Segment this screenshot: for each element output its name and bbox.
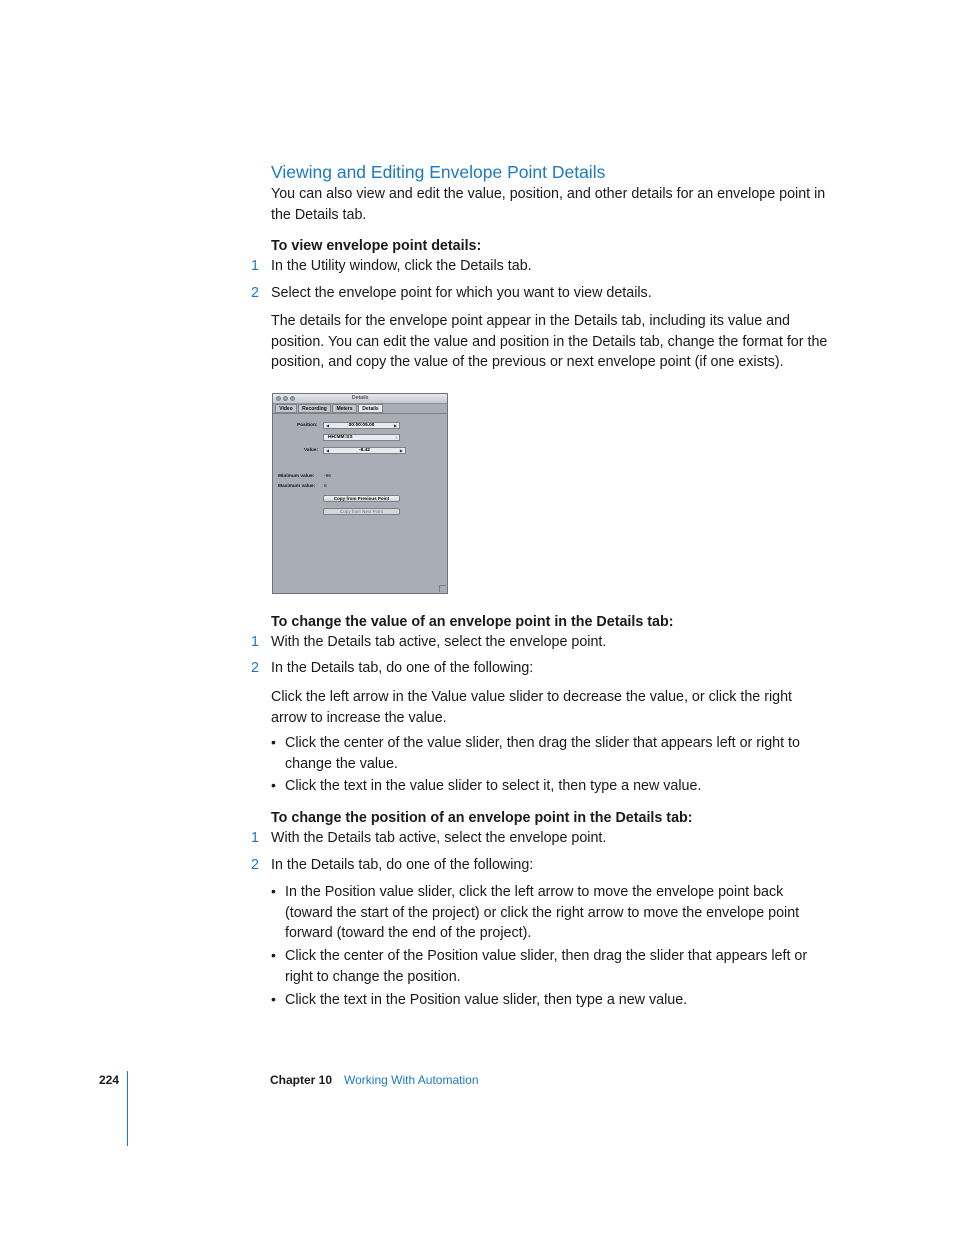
- bullet-icon: •: [271, 883, 276, 899]
- intro-paragraph: You can also view and edit the value, position, and other details for an envelope point in the Details tab.: [271, 186, 826, 223]
- max-value-label: Maximum value:: [278, 484, 316, 489]
- value-slider[interactable]: [323, 447, 406, 454]
- step-text: With the Details tab active, select the envelope point.: [271, 634, 607, 650]
- value-label: Value:: [304, 448, 319, 453]
- bullet-item: In the Position value slider, click the left arrow to move the envelope point back (toward the start of the project) or click the right arrow to move the envelope point forward (toward the end of the project).: [285, 884, 800, 941]
- task-title-view: To view envelope point details:: [271, 238, 482, 254]
- bullet-item: Click the text in the value slider to select it, then type a new value.: [285, 778, 702, 794]
- min-value-label: Minimum value:: [278, 474, 315, 479]
- value-arrow-paragraph: Click the left arrow in the Value value slider to decrease the value, or click the right arrow to increase the value.: [271, 689, 793, 726]
- bullet-icon: •: [271, 991, 276, 1007]
- bullet-icon: •: [271, 777, 276, 793]
- position-format-select[interactable]: [323, 434, 400, 441]
- bullet-item: Click the text in the Position value slider, then type a new value.: [285, 992, 688, 1008]
- chapter-label: Chapter 10: [270, 1073, 333, 1087]
- bullet-icon: •: [271, 947, 276, 963]
- step-number: 2: [251, 857, 259, 873]
- format-value: HH:MM:SS: [328, 435, 353, 440]
- step-number: 1: [251, 830, 259, 846]
- panel-title: Details: [351, 395, 369, 401]
- bullet-item: Click the center of the Position value slider, then drag the slider that appears left or right to change the position.: [285, 948, 808, 985]
- value-value[interactable]: -8.42: [359, 448, 370, 453]
- details-panel-screenshot: [272, 393, 448, 594]
- page-number: 224: [99, 1073, 120, 1087]
- bullet-item: Click the center of the value slider, then drag the slider that appears left or right to change the value.: [285, 735, 800, 772]
- chevron-updown-icon: ↕: [395, 435, 397, 440]
- step-text: With the Details tab active, select the envelope point.: [271, 830, 607, 846]
- step-number: 1: [251, 634, 259, 650]
- details-note: The details for the envelope point appear in the Details tab, including its value and position. You can edit the value and position in the Details tab, change the format for the position, and copy the value of the previous or next envelope point (if one exists).: [271, 313, 828, 370]
- step-number: 2: [251, 285, 259, 301]
- copy-from-next-button[interactable]: Copy from Next Point: [323, 508, 400, 515]
- left-arrow-icon[interactable]: ◀: [326, 448, 330, 453]
- copy-from-previous-button[interactable]: Copy from Previous Point: [323, 495, 400, 502]
- tab-details[interactable]: Details: [358, 404, 383, 413]
- resize-handle-icon[interactable]: [439, 585, 446, 592]
- position-value[interactable]: 00:00:05.00: [348, 423, 375, 428]
- step-text: In the Utility window, click the Details tab.: [271, 258, 532, 274]
- position-slider[interactable]: [323, 422, 400, 429]
- task-title-value: To change the value of an envelope point in the Details tab:: [271, 614, 674, 630]
- step-number: 2: [251, 660, 259, 676]
- task-title-position: To change the position of an envelope point in the Details tab:: [271, 810, 693, 826]
- tab-divider: [273, 413, 447, 414]
- footer-divider: [127, 1071, 128, 1146]
- tab-video[interactable]: Video: [275, 404, 297, 413]
- panel-titlebar: [273, 394, 447, 404]
- tab-meters[interactable]: Meters: [332, 404, 357, 413]
- chapter-title-link[interactable]: Working With Automation: [344, 1073, 479, 1087]
- max-value: 6: [324, 484, 327, 489]
- tab-recording[interactable]: Recording: [298, 404, 331, 413]
- bullet-icon: •: [271, 734, 276, 750]
- position-label: Position:: [297, 423, 318, 428]
- section-heading: Viewing and Editing Envelope Point Details: [271, 162, 606, 182]
- min-value: -96: [324, 474, 331, 479]
- step-text: In the Details tab, do one of the following:: [271, 857, 534, 873]
- left-arrow-icon[interactable]: ◀: [326, 423, 330, 428]
- step-text: Select the envelope point for which you want to view details.: [271, 285, 652, 301]
- right-arrow-icon[interactable]: ▶: [393, 423, 397, 428]
- step-number: 1: [251, 258, 259, 274]
- step-text: In the Details tab, do one of the following:: [271, 660, 534, 676]
- right-arrow-icon[interactable]: ▶: [399, 448, 403, 453]
